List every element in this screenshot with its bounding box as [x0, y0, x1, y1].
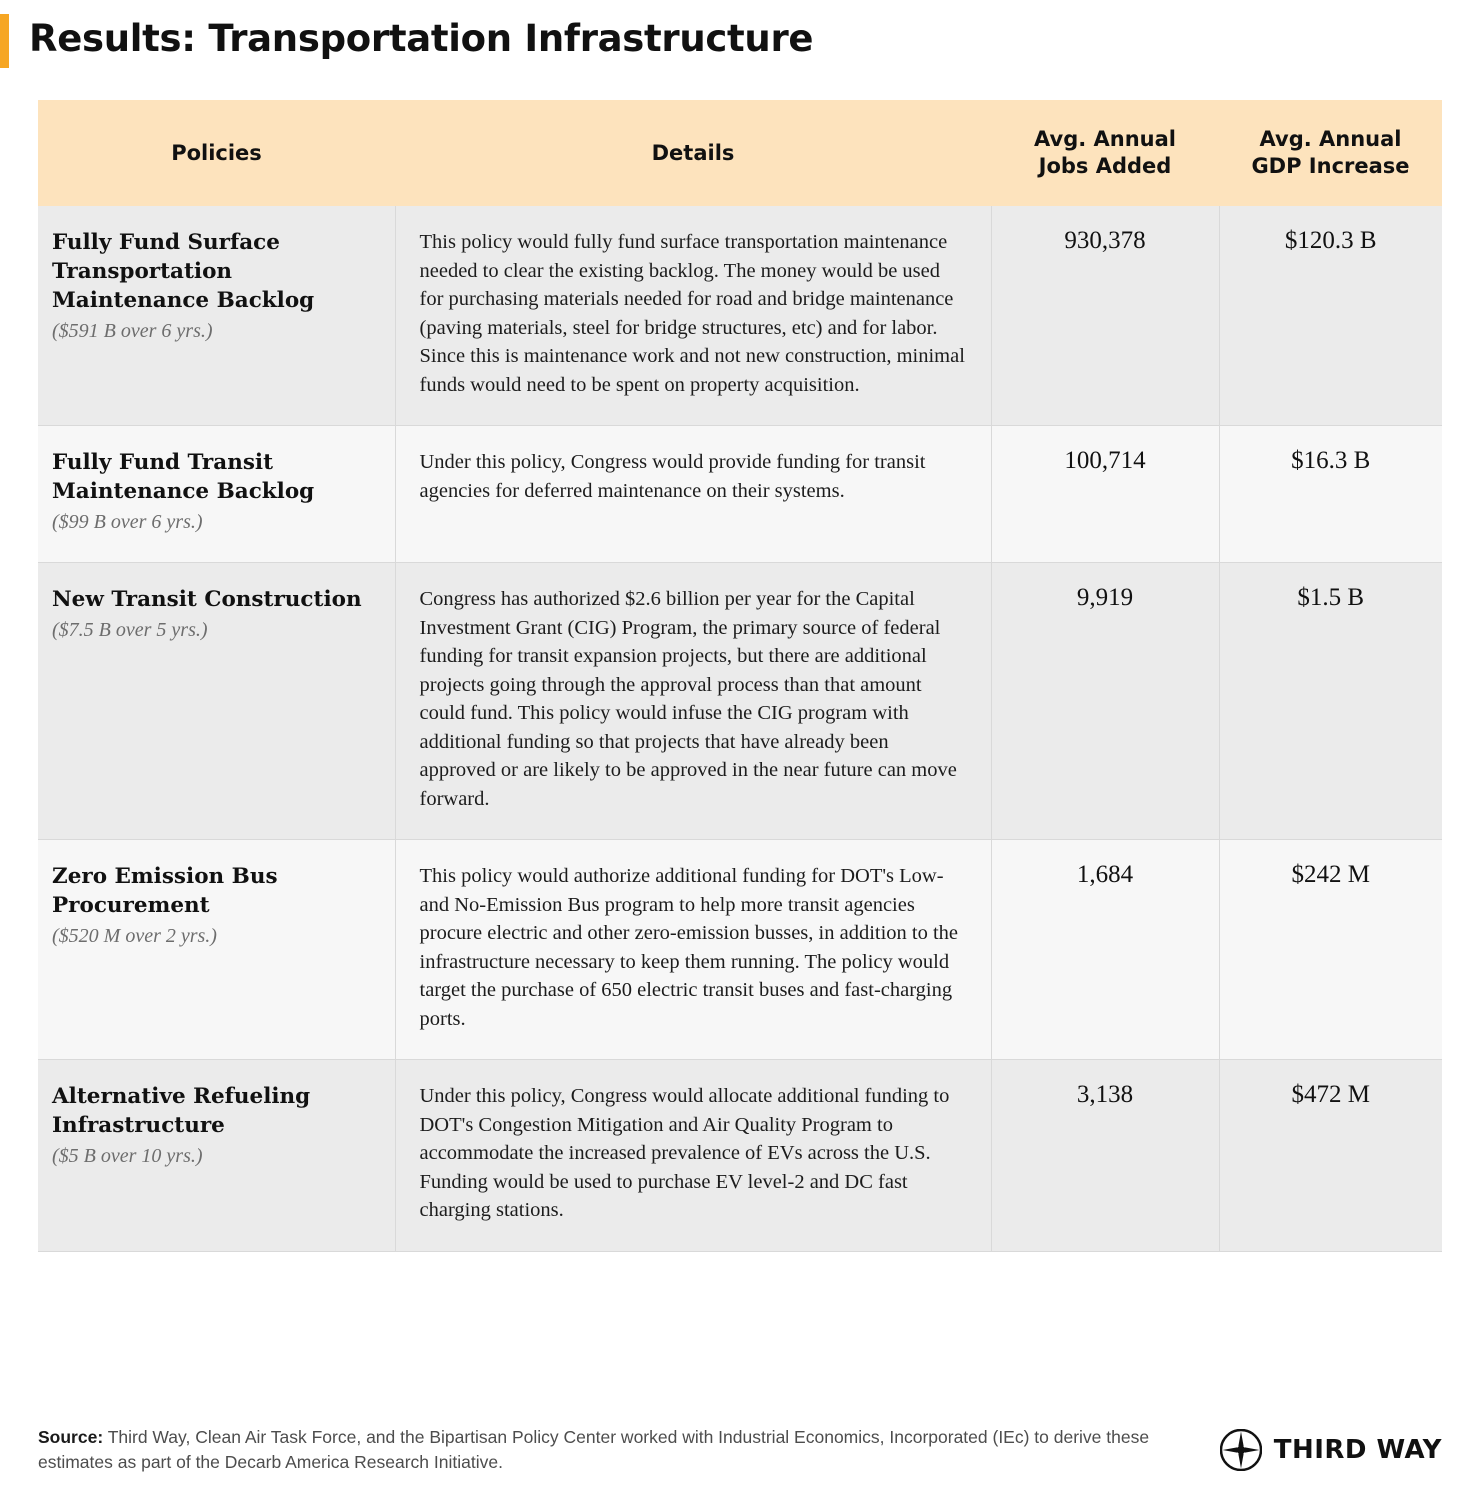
compass-icon — [1220, 1429, 1262, 1471]
source-note — [38, 1425, 1158, 1475]
table-row — [38, 206, 1442, 426]
table-row — [38, 563, 1442, 840]
policy-cost: ($520 M over 2 yrs.) — [52, 925, 217, 947]
jobs-value: 930,378 — [991, 206, 1219, 426]
gdp-value: $120.3 B — [1219, 206, 1442, 426]
logo-wordmark: THIRD WAY — [1273, 1435, 1442, 1465]
column-header-jobs-line1: Avg. Annual — [1034, 127, 1176, 151]
page-header — [0, 0, 1480, 72]
column-header-jobs-line2: Jobs Added — [1038, 154, 1172, 178]
policy-cost: ($591 B over 6 yrs.) — [52, 320, 213, 342]
column-header-gdp-line1: Avg. Annual — [1259, 127, 1402, 151]
table-header-row — [38, 100, 1442, 206]
policy-cell — [38, 840, 395, 1060]
policy-name: Zero Emission Bus Procurement — [52, 864, 278, 918]
table-header — [38, 100, 1442, 206]
policy-name: Alternative Refueling Infrastructure — [52, 1084, 311, 1138]
jobs-value: 9,919 — [991, 563, 1219, 840]
jobs-value: 3,138 — [991, 1060, 1219, 1252]
third-way-logo — [1220, 1429, 1442, 1475]
policy-cost: ($5 B over 10 yrs.) — [52, 1145, 203, 1167]
policy-details: Congress has authorized $2.6 billion per year for the Capital Investment Grant (CIG) Program, the primary source of federal funding for transit expansion projects, but there are additional projects going through the approval process than that amount could fund. This policy would infuse the CIG program with additional funding so that projects that have already been approved or are likely to be approved in the near future can move forward. — [395, 563, 991, 840]
gdp-value: $16.3 B — [1219, 426, 1442, 563]
policy-cell — [38, 206, 395, 426]
policy-cell — [38, 1060, 395, 1252]
policy-details: This policy would fully fund surface transportation maintenance needed to clear the existing backlog. The money would be used for purchasing materials needed for road and bridge maintenance (paving materials, steel for bridge structures, etc) and for labor. Since this is maintenance work and not new construction, minimal funds would need to be spent on property acquisition. — [395, 206, 991, 426]
page-footer — [38, 1425, 1442, 1475]
title-accent-bar — [0, 14, 9, 68]
results-table — [38, 100, 1442, 1252]
policy-details: Under this policy, Congress would provide funding for transit agencies for deferred maintenance on their systems. — [395, 426, 991, 563]
table-row — [38, 1060, 1442, 1252]
source-label: Source: — [38, 1427, 104, 1447]
policy-cost: ($99 B over 6 yrs.) — [52, 511, 203, 533]
policy-cell — [38, 563, 395, 840]
policy-cell — [38, 426, 395, 563]
gdp-value: $472 M — [1219, 1060, 1442, 1252]
jobs-value: 1,684 — [991, 840, 1219, 1060]
gdp-value: $1.5 B — [1219, 563, 1442, 840]
policy-details: This policy would authorize additional funding for DOT's Low- and No-Emission Bus program to help more transit agencies procure electric and other zero-emission busses, in addition to the infrastructure necessary to keep them running. The policy would target the purchase of 650 electric transit buses and fast-charging ports. — [395, 840, 991, 1060]
page-title: Results: Transportation Infrastructure — [29, 17, 814, 60]
column-header-policies: Policies — [38, 100, 395, 206]
column-header-jobs — [991, 100, 1219, 206]
table-body — [38, 206, 1442, 1251]
column-header-details: Details — [395, 100, 991, 206]
gdp-value: $242 M — [1219, 840, 1442, 1060]
policy-name: New Transit Construction — [52, 587, 362, 612]
table-row — [38, 426, 1442, 563]
results-table-container — [38, 100, 1442, 1252]
table-row — [38, 840, 1442, 1060]
jobs-value: 100,714 — [991, 426, 1219, 563]
policy-name: Fully Fund Transit Maintenance Backlog — [52, 450, 315, 504]
source-text: Third Way, Clean Air Task Force, and the Bipartisan Policy Center worked with Industrial Economics, Incorporated (IEc) to derive these estimates as part of the Decarb America Research Initiative. — [38, 1427, 1150, 1472]
policy-name: Fully Fund Surface Transportation Maintenance Backlog — [52, 230, 315, 313]
policy-cost: ($7.5 B over 5 yrs.) — [52, 619, 208, 641]
policy-details: Under this policy, Congress would allocate additional funding to DOT's Congestion Mitigation and Air Quality Program to accommodate the increased prevalence of EVs across the U.S. Funding would be used to purchase EV level-2 and DC fast charging stations. — [395, 1060, 991, 1252]
column-header-gdp-line2: GDP Increase — [1251, 154, 1410, 178]
column-header-gdp — [1219, 100, 1442, 206]
